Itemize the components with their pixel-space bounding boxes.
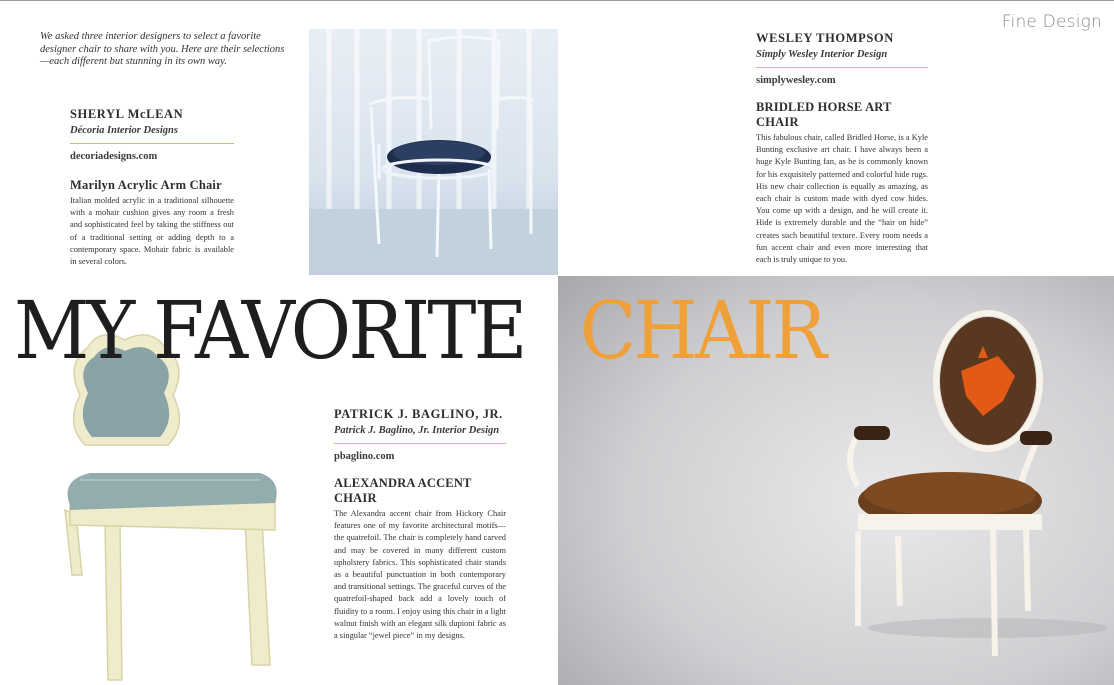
designer-firm: Décoria Interior Designs bbox=[70, 125, 178, 136]
chair-title: BRIDLED HORSE ART CHAIR bbox=[756, 100, 892, 129]
intro-text: We asked three interior designers to select a favorite designer chair to share with you. Here are their selections—each different but stunning in its own way. bbox=[40, 31, 285, 67]
magazine-section-title: Fine Design bbox=[1001, 12, 1102, 32]
designer-firm: Simply Wesley Interior Design bbox=[756, 49, 888, 60]
designer-name: WESLEY THOMPSON bbox=[756, 31, 894, 45]
designer-name: SHERYL McLEAN bbox=[70, 107, 184, 121]
alexandra-accent-chair-photo bbox=[30, 325, 280, 685]
headline-my-favorite: MY FAVORITE bbox=[14, 284, 525, 377]
chair-title: ALEXANDRA ACCENT CHAIR bbox=[334, 476, 472, 505]
designer-sheryl-mclean bbox=[70, 107, 234, 268]
designer-website[interactable]: simplywesley.com bbox=[756, 75, 836, 86]
acrylic-chair-photo bbox=[309, 29, 558, 275]
top-rule bbox=[0, 0, 1114, 1]
designer-firm: Patrick J. Baglino, Jr. Interior Design bbox=[334, 425, 500, 436]
designer-name: PATRICK J. BAGLINO, JR. bbox=[334, 407, 503, 421]
designer-website[interactable]: decoriadesigns.com bbox=[70, 151, 158, 162]
divider bbox=[70, 143, 234, 144]
designer-patrick-baglino bbox=[334, 407, 506, 642]
designer-website[interactable]: pbaglino.com bbox=[334, 451, 395, 462]
designer-wesley-thompson bbox=[756, 31, 928, 266]
headline-chair: CHAIR bbox=[580, 284, 825, 377]
divider bbox=[756, 67, 928, 68]
chair-title: Marilyn Acrylic Arm Chair bbox=[70, 178, 222, 192]
chair-description: The Alexandra accent chair from Hickory Chair features one of my favorite architectural motifs—the quatrefoil. The chair is completely hand carved and may be covered in many different custom upholstery fabrics. This sophisticated chair stands as a beautiful punctuation in both contemporary and transitional settings. The graceful curves of the quatrefoil-shaped back add a lovely touch of fluidity to a room. I enjoy using this chair in a light walnut finish with an elegant silk dupioni fabric as a singular “jewel piece” in my designs. bbox=[334, 509, 506, 641]
chair-description: This fabulous chair, called Bridled Horse, is a Kyle Bunting exclusive art chair. I have always been a huge Kyle Bunting fan, as he is commonly known for his exquisitely patterned and colorful hide rugs. His new chair collection is equally as amazing, as each chair is custom made with dyed cow hides. You come up with a design, and he will create it. Hide is extremely durable and the “hair on hide” creates such beautiful texture. Every room needs a fun accent chair and even more interesting that each is truly unique to you. bbox=[756, 133, 928, 265]
divider bbox=[334, 443, 506, 444]
chair-description: Italian molded acrylic in a traditional silhouette with a mohair cushion gives any room a fresh and sophisticated feel by taking the stiffness out of a traditional setting or adding depth to a contemporary space. Mohair fabric is available in several colors. bbox=[70, 196, 234, 267]
